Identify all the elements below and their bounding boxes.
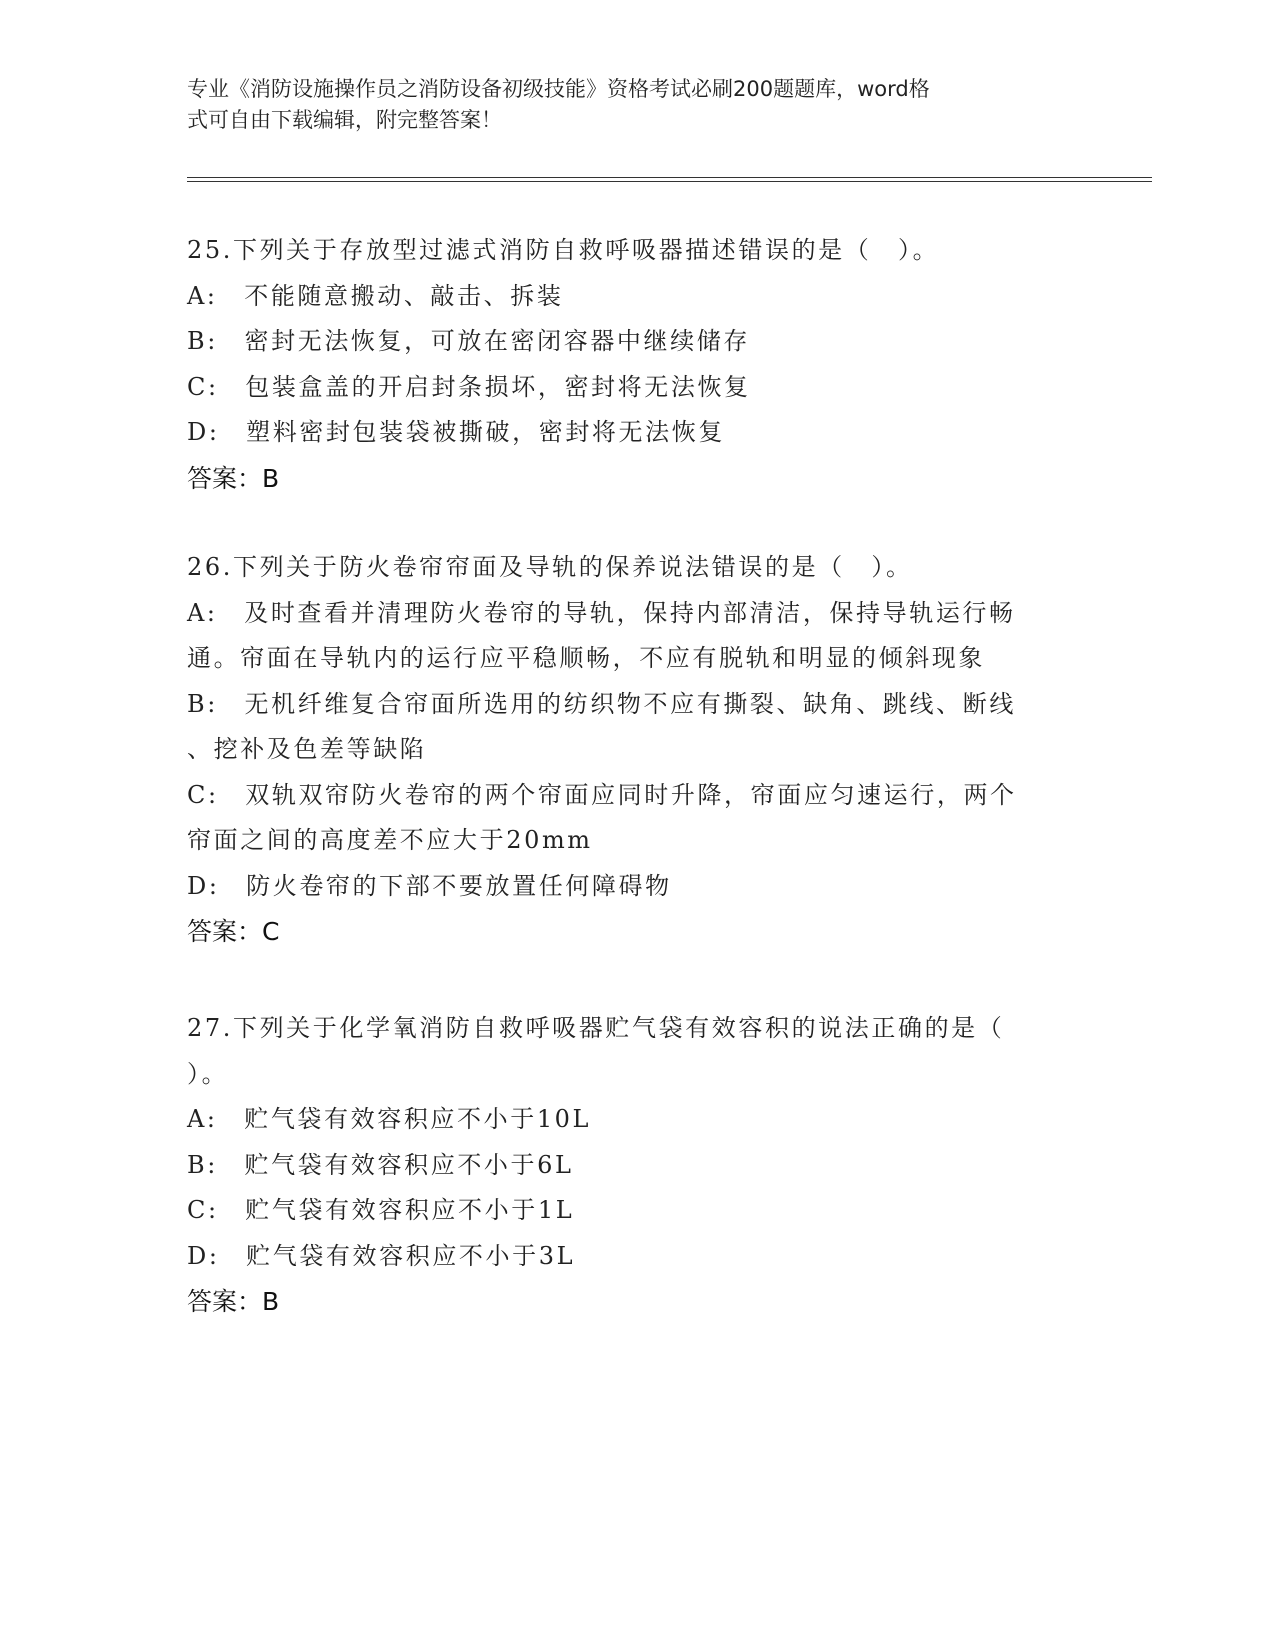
question-27 xyxy=(187,1006,1067,1324)
question-stem: 25.下列关于存放型过滤式消防自救呼吸器描述错误的是（ ）。 xyxy=(187,236,940,264)
option-c: C: 双轨双帘防火卷帘的两个帘面应同时升降，帘面应匀速运行，两个 xyxy=(187,780,1017,809)
option-b: B: 密封无法恢复，可放在密闭容器中继续储存 xyxy=(187,327,750,355)
option-a: A: 贮气袋有效容积应不小于10L xyxy=(187,1105,592,1133)
option-b-continued: 、挖补及色差等缺陷 xyxy=(187,735,427,763)
option-a: A: 及时查看并清理防火卷帘的导轨，保持内部清洁，保持导轨运行畅 xyxy=(187,598,1016,627)
header-line-2: 式可自由下载编辑，附完整答案！ xyxy=(187,108,502,132)
option-c-continued: 帘面之间的高度差不应大于20mm xyxy=(187,826,593,854)
option-d: D: 塑料密封包装袋被撕破，密封将无法恢复 xyxy=(187,418,725,446)
option-d: D: 防火卷帘的下部不要放置任何障碍物 xyxy=(187,871,672,900)
header-line-1: 专业《消防设施操作员之消防设备初级技能》资格考试必刷200题题库，word格 xyxy=(187,77,930,101)
option-b: B: 贮气袋有效容积应不小于6L xyxy=(187,1150,574,1179)
option-b: B: 无机纤维复合帘面所选用的纺织物不应有撕裂、缺角、跳线、断线 xyxy=(187,689,1016,718)
question-stem: 26.下列关于防火卷帘帘面及导轨的保养说法错误的是（ ）。 xyxy=(187,553,913,581)
answer-label: 答案：B xyxy=(187,463,280,493)
question-26 xyxy=(187,545,1067,954)
question-25 xyxy=(187,228,1067,501)
option-c: C: 包装盒盖的开启封条损坏，密封将无法恢复 xyxy=(187,372,751,401)
option-a: A: 不能随意搬动、敲击、拆装 xyxy=(187,281,564,310)
answer-label: 答案：C xyxy=(187,917,280,946)
answer-label: 答案：B xyxy=(187,1287,280,1316)
document-header xyxy=(187,74,1067,136)
question-stem-continued: ）。 xyxy=(187,1059,229,1088)
question-stem: 27.下列关于化学氧消防自救呼吸器贮气袋有效容积的说法正确的是（ xyxy=(187,1014,1005,1042)
header-divider xyxy=(187,177,1152,182)
option-c: C: 贮气袋有效容积应不小于1L xyxy=(187,1196,575,1224)
option-a-continued: 通。帘面在导轨内的运行应平稳顺畅，不应有脱轨和明显的倾斜现象 xyxy=(187,644,985,672)
option-d: D: 贮气袋有效容积应不小于3L xyxy=(187,1241,576,1270)
